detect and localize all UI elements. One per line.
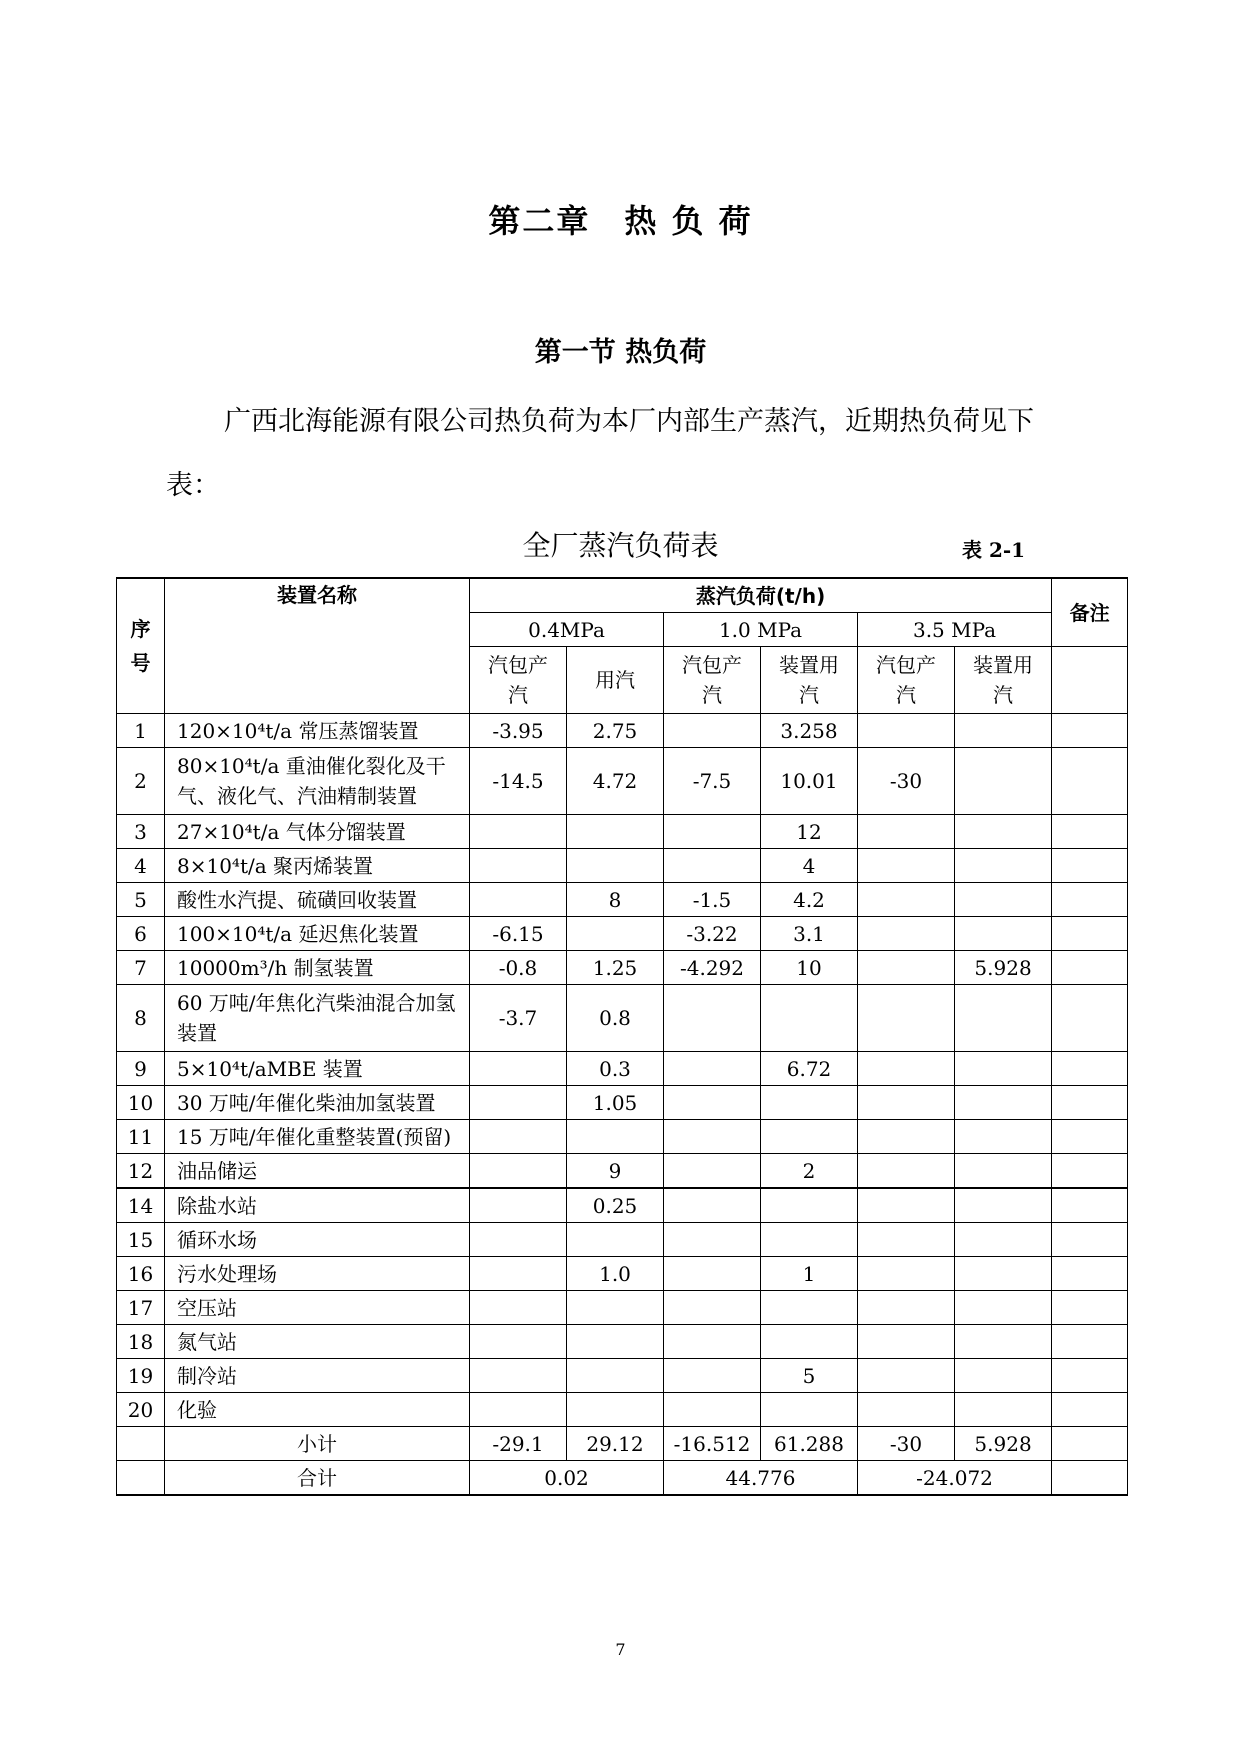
row-value-v1: [470, 1325, 567, 1359]
table-row: [117, 714, 1128, 748]
row-value-v5: [858, 985, 955, 1052]
row-seq: 2: [117, 748, 165, 815]
row-device-name: 制冷站: [165, 1359, 470, 1393]
row-value-v1: -6.15: [470, 917, 567, 951]
row-value-note: [1052, 1393, 1128, 1427]
row-value-v5: [858, 1223, 955, 1257]
row-seq: 18: [117, 1325, 165, 1359]
row-value-note: [1052, 1291, 1128, 1325]
row-value-v3: [664, 714, 761, 748]
row-value-v6: [955, 985, 1052, 1052]
row-value-note: [1052, 1257, 1128, 1291]
row-value-note: [1052, 1325, 1128, 1359]
table-row: [117, 917, 1128, 951]
table-row: [117, 951, 1128, 985]
row-value-v2: 1.25: [567, 951, 664, 985]
header-pressure-0-4: 0.4MPa: [470, 613, 664, 647]
row-device-name: 除盐水站: [165, 1188, 470, 1223]
row-value-v5: [858, 1188, 955, 1223]
chapter-title: 第二章 热 负 荷: [488, 202, 753, 240]
row-value-v2: [567, 1223, 664, 1257]
header-steam-load: 蒸汽负荷(t/h): [470, 578, 1052, 613]
row-value-v4: [761, 1188, 858, 1223]
row-device-name: 8×10⁴t/a 聚丙烯装置: [165, 849, 470, 883]
header-col-6: 装置用汽: [955, 647, 1052, 714]
row-value-v5: [858, 917, 955, 951]
row-value-v6: [955, 849, 1052, 883]
row-value-v1: [470, 1188, 567, 1223]
section-title: 第一节 热负荷: [534, 337, 707, 368]
table-row: [117, 985, 1128, 1052]
row-seq: 15: [117, 1223, 165, 1257]
table-row: [117, 1325, 1128, 1359]
row-value-v3: [664, 1188, 761, 1223]
table-row: [117, 1359, 1128, 1393]
row-value-v6: 5.928: [955, 951, 1052, 985]
steam-load-table: [116, 577, 1128, 1496]
total-value-p1: 0.02: [470, 1461, 664, 1496]
row-value-v2: [567, 1291, 664, 1325]
row-value-v4: 10.01: [761, 748, 858, 815]
row-value-v3: [664, 1393, 761, 1427]
row-value-v3: [664, 1359, 761, 1393]
row-value-note: [1052, 748, 1128, 815]
row-value-v2: 4.72: [567, 748, 664, 815]
total-row: [117, 1461, 1128, 1496]
table-row: [117, 1052, 1128, 1086]
header-col-3: 汽包产汽: [664, 647, 761, 714]
row-value-v1: -3.95: [470, 714, 567, 748]
row-value-v2: 0.25: [567, 1188, 664, 1223]
row-value-v5: [858, 1086, 955, 1120]
row-value-note: [1052, 849, 1128, 883]
row-value-v5: [858, 1291, 955, 1325]
row-value-v5: [858, 714, 955, 748]
row-value-v5: [858, 1359, 955, 1393]
row-value-v5: [858, 1393, 955, 1427]
row-value-v4: 2: [761, 1154, 858, 1189]
row-value-note: [1052, 1120, 1128, 1154]
page-number: 7: [615, 1640, 626, 1659]
row-value-v3: -7.5: [664, 748, 761, 815]
row-value-note: [1052, 1359, 1128, 1393]
subtotal-value-v5: -30: [858, 1427, 955, 1461]
row-value-v1: [470, 883, 567, 917]
table-row: [117, 1120, 1128, 1154]
row-device-name: 60 万吨/年焦化汽柴油混合加氢装置: [165, 985, 470, 1052]
row-value-v2: 2.75: [567, 714, 664, 748]
row-value-v1: [470, 1052, 567, 1086]
total-value-p3: -24.072: [858, 1461, 1052, 1496]
row-value-v2: 0.3: [567, 1052, 664, 1086]
subtotal-note: [1052, 1427, 1128, 1461]
row-seq: 1: [117, 714, 165, 748]
row-value-v6: [955, 815, 1052, 849]
row-value-v2: [567, 1393, 664, 1427]
row-device-name: 酸性水汽提、硫磺回收装置: [165, 883, 470, 917]
table-number: 表 2-1: [962, 538, 1026, 562]
row-value-v3: [664, 815, 761, 849]
row-seq: 16: [117, 1257, 165, 1291]
row-value-v1: [470, 815, 567, 849]
table-row: [117, 1188, 1128, 1223]
row-seq: 10: [117, 1086, 165, 1120]
subtotal-value-v3: -16.512: [664, 1427, 761, 1461]
row-value-v1: -0.8: [470, 951, 567, 985]
row-value-v4: [761, 1086, 858, 1120]
row-value-v3: [664, 1325, 761, 1359]
intro-paragraph: 广西北海能源有限公司热负荷为本厂内部生产蒸汽，近期热负荷见下表：: [166, 406, 1034, 501]
row-value-v4: 4: [761, 849, 858, 883]
row-seq: 19: [117, 1359, 165, 1393]
row-value-note: [1052, 1188, 1128, 1223]
row-value-note: [1052, 1052, 1128, 1086]
table-row: [117, 883, 1128, 917]
row-device-name: 10000m³/h 制氢装置: [165, 951, 470, 985]
row-value-v3: -4.292: [664, 951, 761, 985]
row-value-v3: -3.22: [664, 917, 761, 951]
row-value-v6: [955, 714, 1052, 748]
row-value-v5: [858, 849, 955, 883]
row-value-note: [1052, 985, 1128, 1052]
row-value-v3: [664, 1291, 761, 1325]
row-value-v5: -30: [858, 748, 955, 815]
header-col-5: 汽包产汽: [858, 647, 955, 714]
row-value-note: [1052, 917, 1128, 951]
row-value-v1: -14.5: [470, 748, 567, 815]
table-row: [117, 1291, 1128, 1325]
row-device-name: 循环水场: [165, 1223, 470, 1257]
row-value-v4: 1: [761, 1257, 858, 1291]
row-value-v6: [955, 1223, 1052, 1257]
row-value-v3: [664, 985, 761, 1052]
row-value-v6: [955, 883, 1052, 917]
row-value-v4: 10: [761, 951, 858, 985]
table-title: 全厂蒸汽负荷表: [522, 529, 719, 562]
row-value-note: [1052, 1154, 1128, 1189]
row-seq: 12: [117, 1154, 165, 1189]
row-seq: 9: [117, 1052, 165, 1086]
header-remarks-spacer: [1052, 647, 1128, 714]
table-row: [117, 1154, 1128, 1189]
subtotal-value-v2: 29.12: [567, 1427, 664, 1461]
row-value-v6: [955, 917, 1052, 951]
row-value-v3: [664, 1086, 761, 1120]
row-value-v5: [858, 883, 955, 917]
row-value-v6: [955, 1359, 1052, 1393]
row-value-v6: [955, 1257, 1052, 1291]
table-row: [117, 815, 1128, 849]
row-value-v4: 4.2: [761, 883, 858, 917]
subtotal-label: 小计: [165, 1427, 470, 1461]
row-device-name: 污水处理场: [165, 1257, 470, 1291]
row-device-name: 27×10⁴t/a 气体分馏装置: [165, 815, 470, 849]
row-value-v2: [567, 917, 664, 951]
row-value-v1: [470, 1120, 567, 1154]
row-device-name: 氮气站: [165, 1325, 470, 1359]
header-pressure-1-0: 1.0 MPa: [664, 613, 858, 647]
row-value-v5: [858, 1325, 955, 1359]
row-value-v2: [567, 1325, 664, 1359]
row-value-v3: [664, 1120, 761, 1154]
subtotal-row: [117, 1427, 1128, 1461]
row-device-name: 化验: [165, 1393, 470, 1427]
row-device-name: 30 万吨/年催化柴油加氢装置: [165, 1086, 470, 1120]
row-device-name: 100×10⁴t/a 延迟焦化装置: [165, 917, 470, 951]
table-row: [117, 1086, 1128, 1120]
row-value-v1: [470, 1393, 567, 1427]
row-device-name: 5×10⁴t/aMBE 装置: [165, 1052, 470, 1086]
subtotal-value-v6: 5.928: [955, 1427, 1052, 1461]
row-value-v1: [470, 1154, 567, 1189]
row-value-v4: 3.1: [761, 917, 858, 951]
row-value-v3: [664, 849, 761, 883]
row-device-name: 空压站: [165, 1291, 470, 1325]
row-value-v2: 0.8: [567, 985, 664, 1052]
row-value-v6: [955, 1325, 1052, 1359]
row-value-v4: [761, 985, 858, 1052]
row-value-v2: [567, 815, 664, 849]
row-value-v2: [567, 849, 664, 883]
row-value-v5: [858, 951, 955, 985]
row-value-v1: -3.7: [470, 985, 567, 1052]
row-value-note: [1052, 815, 1128, 849]
row-seq: 14: [117, 1188, 165, 1223]
row-seq: 11: [117, 1120, 165, 1154]
row-device-name: 油品储运: [165, 1154, 470, 1189]
total-value-p2: 44.776: [664, 1461, 858, 1496]
row-seq: 3: [117, 815, 165, 849]
row-seq: 5: [117, 883, 165, 917]
row-value-v4: [761, 1291, 858, 1325]
header-device-name: 装置名称: [165, 578, 470, 714]
row-value-v2: 1.0: [567, 1257, 664, 1291]
row-value-v3: -1.5: [664, 883, 761, 917]
row-value-v5: [858, 1154, 955, 1189]
row-value-v5: [858, 1120, 955, 1154]
row-device-name: 15 万吨/年催化重整装置(预留): [165, 1120, 470, 1154]
row-value-v2: [567, 1120, 664, 1154]
row-value-v5: [858, 1052, 955, 1086]
row-value-v5: [858, 815, 955, 849]
row-value-note: [1052, 1086, 1128, 1120]
row-value-v2: [567, 1359, 664, 1393]
row-value-v4: [761, 1325, 858, 1359]
row-seq: 4: [117, 849, 165, 883]
row-value-v6: [955, 1052, 1052, 1086]
row-value-v4: 6.72: [761, 1052, 858, 1086]
row-value-v3: [664, 1052, 761, 1086]
row-value-v1: [470, 1291, 567, 1325]
row-value-v1: [470, 849, 567, 883]
table-row: [117, 849, 1128, 883]
table-row: [117, 1257, 1128, 1291]
header-col-1: 汽包产汽: [470, 647, 567, 714]
row-value-v4: 12: [761, 815, 858, 849]
row-seq: 6: [117, 917, 165, 951]
row-value-v2: 8: [567, 883, 664, 917]
total-note: [1052, 1461, 1128, 1496]
header-seq: 序号: [117, 578, 165, 714]
row-value-v1: [470, 1257, 567, 1291]
row-device-name: 80×10⁴t/a 重油催化裂化及干气、液化气、汽油精制装置: [165, 748, 470, 815]
header-col-2: 用汽: [567, 647, 664, 714]
row-value-v6: [955, 1086, 1052, 1120]
row-value-v2: 9: [567, 1154, 664, 1189]
row-value-note: [1052, 951, 1128, 985]
row-value-v3: [664, 1154, 761, 1189]
total-label: 合计: [165, 1461, 470, 1496]
row-value-v1: [470, 1223, 567, 1257]
row-value-v6: [955, 1120, 1052, 1154]
subtotal-value-v1: -29.1: [470, 1427, 567, 1461]
table-row: [117, 1223, 1128, 1257]
header-pressure-3-5: 3.5 MPa: [858, 613, 1052, 647]
row-value-note: [1052, 1223, 1128, 1257]
row-seq: 8: [117, 985, 165, 1052]
row-value-note: [1052, 714, 1128, 748]
row-value-v6: [955, 1188, 1052, 1223]
row-seq: 7: [117, 951, 165, 985]
row-value-v6: [955, 748, 1052, 815]
header-remarks: 备注: [1052, 578, 1128, 647]
row-seq: 17: [117, 1291, 165, 1325]
row-value-v1: [470, 1359, 567, 1393]
row-value-v6: [955, 1291, 1052, 1325]
total-seq: [117, 1461, 165, 1496]
subtotal-seq: [117, 1427, 165, 1461]
row-seq: 20: [117, 1393, 165, 1427]
row-value-v2: 1.05: [567, 1086, 664, 1120]
row-device-name: 120×10⁴t/a 常压蒸馏装置: [165, 714, 470, 748]
subtotal-value-v4: 61.288: [761, 1427, 858, 1461]
row-value-v6: [955, 1154, 1052, 1189]
header-col-4: 装置用汽: [761, 647, 858, 714]
row-value-note: [1052, 883, 1128, 917]
row-value-v1: [470, 1086, 567, 1120]
row-value-v4: [761, 1393, 858, 1427]
table-row: [117, 1393, 1128, 1427]
row-value-v4: [761, 1120, 858, 1154]
table-row: [117, 748, 1128, 815]
row-value-v4: [761, 1223, 858, 1257]
row-value-v3: [664, 1223, 761, 1257]
row-value-v4: 3.258: [761, 714, 858, 748]
row-value-v3: [664, 1257, 761, 1291]
row-value-v4: 5: [761, 1359, 858, 1393]
row-value-v5: [858, 1257, 955, 1291]
row-value-v6: [955, 1393, 1052, 1427]
